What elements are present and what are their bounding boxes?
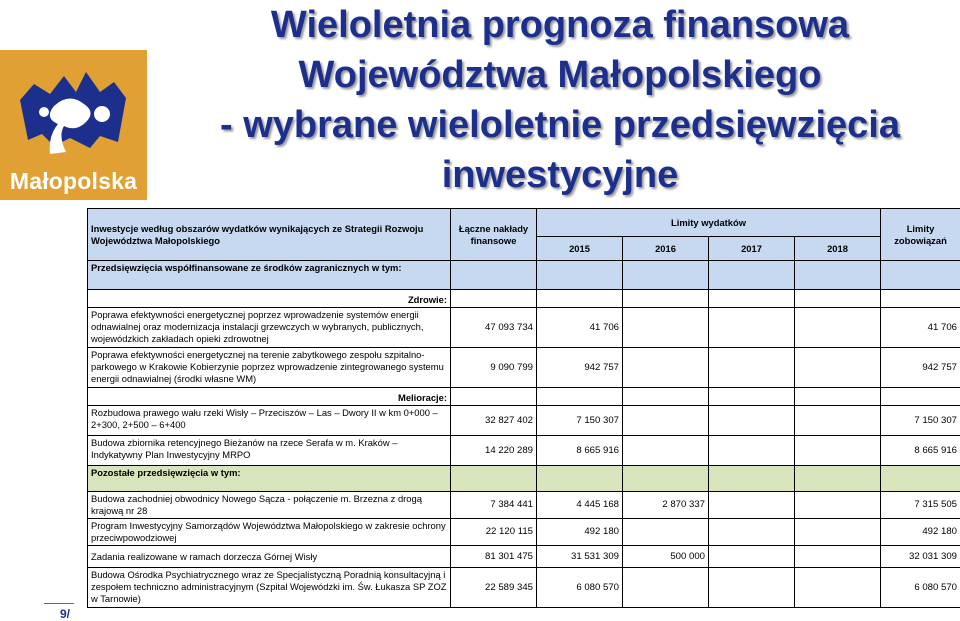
row-2015: 41 706 xyxy=(537,308,623,348)
row-total: 22 120 115 xyxy=(451,519,537,546)
row-commitments: 7 150 307 xyxy=(881,406,960,436)
section-other: Pozostałe przedsięwzięcia w tym: xyxy=(88,466,451,492)
row-2017 xyxy=(709,568,795,608)
table-row xyxy=(88,519,960,546)
row-name: Poprawa efektywności energetycznej poprzez wprowadzenie systemów energii odnawialnej oraz modernizacja instalacji grzewczych w wybranych, publicznych, wojewódzkich zakładach opieki zdrowotnej xyxy=(88,308,451,348)
row-2015: 7 150 307 xyxy=(537,406,623,436)
row-name: Zadania realizowane w ramach dorzecza Górnej Wisły xyxy=(88,546,451,568)
malopolska-logo xyxy=(0,50,147,200)
row-2016 xyxy=(623,406,709,436)
row-commitments: 7 315 505 xyxy=(881,492,960,519)
row-2017 xyxy=(709,492,795,519)
header-commitments: Limity zobowiązań xyxy=(881,209,960,261)
row-commitments: 32 031 309 xyxy=(881,546,960,568)
row-2016: 500 000 xyxy=(623,546,709,568)
row-total: 47 093 734 xyxy=(451,308,537,348)
row-2018 xyxy=(795,308,881,348)
crown-figure-icon xyxy=(14,62,133,166)
row-2016 xyxy=(623,436,709,466)
row-2018 xyxy=(795,348,881,388)
header-year: 2018 xyxy=(795,237,881,261)
row-name: Budowa zachodniej obwodnicy Nowego Sącza - połączenie m. Brzezna z drogą krajową nr 28 xyxy=(88,492,451,519)
row-2018 xyxy=(795,568,881,608)
row-total: 7 384 441 xyxy=(451,492,537,519)
row-commitments: 942 757 xyxy=(881,348,960,388)
row-2015: 8 665 916 xyxy=(537,436,623,466)
page-number-rule xyxy=(44,603,74,604)
row-2016 xyxy=(623,568,709,608)
table-row xyxy=(88,568,960,608)
row-name: Rozbudowa prawego wału rzeki Wisły – Przeciszów – Las – Dwory II w km 0+000 – 2+300, 2+500 – 6+400 xyxy=(88,406,451,436)
header-year: 2015 xyxy=(537,237,623,261)
table-row xyxy=(88,348,960,388)
row-2016 xyxy=(623,348,709,388)
row-name: Program Inwestycyjny Samorządów Województwa Małopolskiego w zakresie ochrony przeciwpowodziowej xyxy=(88,519,451,546)
table-row xyxy=(88,546,960,568)
row-2017 xyxy=(709,546,795,568)
row-2015: 6 080 570 xyxy=(537,568,623,608)
row-2017 xyxy=(709,406,795,436)
header-limits: Limity wydatków xyxy=(537,209,881,237)
row-2016 xyxy=(623,519,709,546)
row-2016: 2 870 337 xyxy=(623,492,709,519)
table-row xyxy=(88,436,960,466)
row-2018 xyxy=(795,546,881,568)
header-total: Łączne nakłady finansowe xyxy=(451,209,537,261)
row-total: 9 090 799 xyxy=(451,348,537,388)
row-total: 22 589 345 xyxy=(451,568,537,608)
section-melioration: Melioracje: xyxy=(88,388,451,406)
row-total: 32 827 402 xyxy=(451,406,537,436)
row-2017 xyxy=(709,436,795,466)
table-row xyxy=(88,308,960,348)
table-row xyxy=(88,406,960,436)
row-2015: 4 445 168 xyxy=(537,492,623,519)
header-year: 2016 xyxy=(623,237,709,261)
row-name: Poprawa efektywności energetycznej na terenie zabytkowego zespołu szpitalno-parkowego w Krakowie Kobierzynie poprzez wprowadzenie zintegrowanego systemu energii odnawialnej (środki własne WM) xyxy=(88,348,451,388)
table-row xyxy=(88,492,960,519)
header-investments: Inwestycje według obszarów wydatków wynikających ze Strategii Rozwoju Województwa Małopolskiego xyxy=(88,209,451,261)
header-year: 2017 xyxy=(709,237,795,261)
row-total: 14 220 289 xyxy=(451,436,537,466)
row-2018 xyxy=(795,519,881,546)
section-health: Zdrowie: xyxy=(88,290,451,308)
row-2017 xyxy=(709,519,795,546)
row-2015: 31 531 309 xyxy=(537,546,623,568)
row-commitments: 8 665 916 xyxy=(881,436,960,466)
row-name: Budowa Ośrodka Psychiatrycznego wraz ze Specjalistyczną Poradnią konsultacyjną i zespołem techniczno administracyjnym (Szpital Wojewódzki im. Św. Łukasza SP ZOZ w Tarnowie) xyxy=(88,568,451,608)
title-line: - wybrane wieloletnie przedsięwzięcia xyxy=(219,104,900,146)
row-2015: 942 757 xyxy=(537,348,623,388)
title-line: inwestycyjne xyxy=(441,154,679,196)
row-2016 xyxy=(623,308,709,348)
row-total: 81 301 475 xyxy=(451,546,537,568)
row-commitments: 41 706 xyxy=(881,308,960,348)
title-line: Województwa Małopolskiego xyxy=(298,54,822,96)
row-commitments: 492 180 xyxy=(881,519,960,546)
page-title xyxy=(160,0,960,200)
row-2017 xyxy=(709,308,795,348)
row-2018 xyxy=(795,436,881,466)
section-cofinanced: Przedsięwzięcia współfinansowane ze środków zagranicznych w tym: xyxy=(88,261,451,290)
row-commitments: 6 080 570 xyxy=(881,568,960,608)
title-line: Wieloletnia prognoza finansowa xyxy=(270,4,850,46)
row-2017 xyxy=(709,348,795,388)
page-number: 9/ xyxy=(60,607,71,621)
logo-text: Małopolska xyxy=(9,168,138,194)
row-name: Budowa zbiornika retencyjnego Bieżanów na rzece Serafa w m. Kraków – Indykatywny Plan Inwestycyjny MRPO xyxy=(88,436,451,466)
investment-table xyxy=(87,208,960,608)
row-2018 xyxy=(795,492,881,519)
row-2015: 492 180 xyxy=(537,519,623,546)
row-2018 xyxy=(795,406,881,436)
